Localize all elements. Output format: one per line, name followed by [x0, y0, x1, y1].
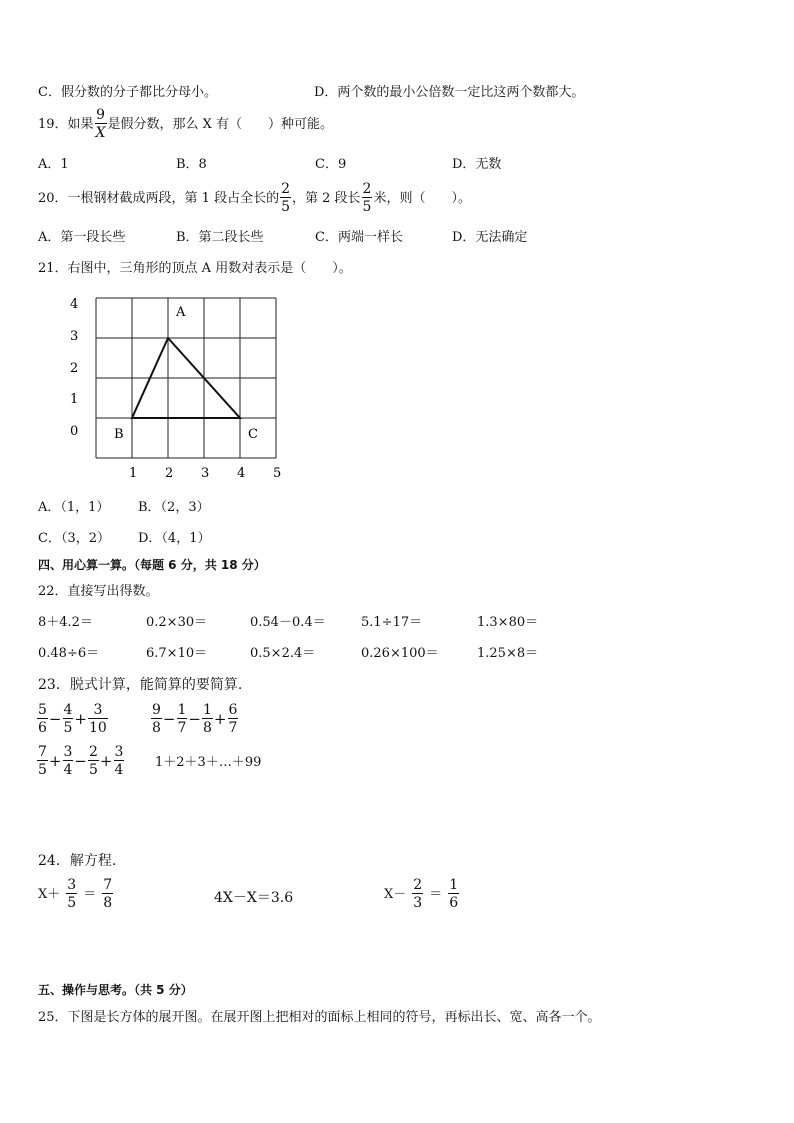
operator: −	[48, 709, 62, 728]
vertex-label-c: C	[248, 427, 258, 442]
denominator: 7	[177, 720, 187, 736]
q22-item: 0.26×100＝	[361, 646, 439, 661]
q24-eq1-equals: ＝	[83, 886, 97, 902]
q24-eq3-pre: X－	[384, 886, 407, 902]
q20-f2-den: 5	[362, 199, 372, 215]
q19-den: X	[95, 125, 106, 141]
q22-item: 0.54－0.4＝	[250, 615, 326, 630]
section-4-heading: 四、用心算一算。（每题 6 分，共 18 分）	[38, 558, 266, 572]
denominator: 4	[114, 762, 124, 778]
denominator: 10	[89, 720, 107, 736]
q22-item: 1.3×80＝	[477, 615, 539, 630]
denominator: 8	[152, 720, 161, 736]
q23-expression-2	[150, 703, 239, 735]
q19-option-d: D．无数	[452, 157, 502, 172]
q24-equation-3	[384, 878, 465, 910]
operator: +	[48, 751, 62, 770]
denominator: 4	[63, 762, 73, 778]
numerator: 4	[63, 702, 73, 718]
q20-f2-num: 2	[362, 181, 372, 197]
q24-eq1-pre: X＋	[38, 886, 61, 902]
q19-post: 是假分数，那么 X 有（ ）种可能。	[107, 116, 334, 132]
q22-item: 0.48÷6＝	[38, 646, 100, 661]
q22-item: 0.2×30＝	[146, 615, 208, 630]
q20-option-c: C．两端一样长	[315, 230, 403, 245]
q24-equation-1	[38, 878, 119, 910]
q22-item: 8＋4.2＝	[38, 615, 93, 630]
operator: +	[99, 751, 113, 770]
q24-eq3-frac-1	[412, 878, 423, 910]
question-25: 25．下图是长方体的展开图。在展开图上把相对的面标上相同的符号，再标出长、宽、高各一个。	[38, 1010, 601, 1025]
y-tick-label: 0	[70, 424, 79, 439]
q21-option-c: C．（3，2）	[38, 531, 110, 546]
q20-fraction-1	[280, 182, 291, 214]
fraction	[151, 703, 162, 735]
x-tick-label: 4	[237, 466, 246, 481]
numerator: 3	[114, 744, 124, 760]
q24-equation-2: 4X－X＝3.6	[214, 890, 294, 906]
numerator: 9	[152, 702, 161, 718]
denominator: 7	[228, 720, 238, 736]
x-tick-label: 3	[201, 466, 210, 481]
fraction	[63, 703, 74, 735]
q23-expression-1	[36, 703, 109, 735]
q24-eq1-d2: 8	[103, 895, 113, 911]
numerator: 2	[89, 744, 98, 760]
question-22: 22．直接写出得数。	[38, 584, 159, 599]
q19-option-a: A．1	[38, 157, 69, 172]
q19-pre: 19．如果	[38, 116, 94, 132]
q23-expression-4: 1＋2＋3＋…＋99	[155, 755, 262, 770]
fraction	[88, 703, 108, 735]
fraction	[88, 745, 99, 777]
question-21: 21．右图中，三角形的顶点 A 用数对表示是（ ）。	[38, 261, 352, 276]
question-23: 23．脱式计算，能简算的要简算.	[38, 677, 243, 693]
coordinate-grid	[60, 292, 300, 487]
q22-item: 0.5×2.4＝	[250, 646, 316, 661]
fraction	[177, 703, 188, 735]
fraction	[37, 745, 48, 777]
q20-mid: ，第 2 段长	[292, 190, 361, 206]
x-tick-label: 1	[129, 466, 138, 481]
operator: −	[162, 709, 176, 728]
denominator: 5	[63, 720, 73, 736]
q21-option-a: A．（1，1）	[38, 500, 110, 515]
q20-option-b: B．第二段长些	[176, 230, 264, 245]
option-d-top: D．两个数的最小公倍数一定比这两个数都大。	[314, 85, 585, 100]
numerator: 3	[93, 702, 103, 718]
option-c-top: C．假分数的分子都比分母小。	[38, 85, 217, 100]
question-19	[38, 108, 333, 140]
q22-item: 5.1÷17＝	[361, 615, 423, 630]
q24-eq1-n1: 3	[67, 877, 77, 893]
numerator: 3	[63, 744, 73, 760]
q22-item: 1.25×8＝	[477, 646, 539, 661]
q24-eq1-frac-1	[66, 878, 77, 910]
q19-option-b: B．8	[176, 157, 207, 172]
operator: +	[74, 709, 87, 728]
q19-num: 9	[96, 107, 105, 123]
q20-fraction-2	[362, 182, 373, 214]
q21-option-b: B．（2，3）	[138, 500, 210, 515]
fraction	[114, 745, 125, 777]
q24-eq1-n2: 7	[103, 877, 113, 893]
vertex-label-b: B	[114, 427, 124, 442]
q24-eq3-equals: ＝	[429, 886, 443, 902]
y-tick-label: 4	[70, 297, 79, 312]
operator: −	[74, 751, 87, 770]
x-tick-label: 5	[273, 466, 282, 481]
numerator: 6	[228, 702, 238, 718]
denominator: 5	[38, 762, 47, 778]
x-tick-label: 2	[165, 466, 174, 481]
q23-expression-3	[36, 745, 125, 777]
fraction	[202, 703, 213, 735]
q24-eq3-d2: 6	[449, 895, 459, 911]
y-tick-label: 2	[70, 361, 79, 376]
y-tick-label: 1	[70, 392, 79, 407]
q20-post: 米，则（ ）。	[373, 190, 471, 206]
numerator: 1	[203, 702, 212, 718]
y-tick-label: 3	[70, 329, 79, 344]
q20-option-a: A．第一段长些	[38, 230, 126, 245]
operator: −	[188, 709, 201, 728]
operator: +	[213, 709, 227, 728]
denominator: 6	[38, 720, 47, 736]
q20-f1-num: 2	[281, 181, 290, 197]
q20-option-d: D．无法确定	[452, 230, 528, 245]
q22-item: 6.7×10＝	[146, 646, 208, 661]
q20-f1-den: 5	[281, 199, 290, 215]
denominator: 5	[89, 762, 98, 778]
numerator: 7	[38, 744, 47, 760]
q21-option-d: D．（4，1）	[138, 531, 211, 546]
fraction	[63, 745, 74, 777]
fraction	[228, 703, 239, 735]
q19-fraction	[95, 108, 107, 140]
question-20	[38, 182, 471, 214]
q24-eq1-d1: 5	[67, 895, 77, 911]
denominator: 8	[203, 720, 212, 736]
numerator: 5	[38, 702, 47, 718]
section-5-heading: 五、操作与思考。（共 5 分）	[38, 983, 193, 997]
q24-eq1-frac-2	[102, 878, 113, 910]
q24-eq3-n2: 1	[449, 877, 459, 893]
vertex-label-a: A	[176, 305, 186, 320]
numerator: 1	[177, 702, 187, 718]
q24-eq3-frac-2	[448, 878, 459, 910]
q24-eq3-n1: 2	[413, 877, 423, 893]
question-24: 24．解方程.	[38, 853, 117, 869]
grid-labels	[70, 297, 281, 481]
q20-pre: 20．一根钢材截成两段，第 1 段占全长的	[38, 190, 280, 206]
q19-option-c: C．9	[315, 157, 347, 172]
fraction	[37, 703, 48, 735]
q24-eq3-d1: 3	[413, 895, 423, 911]
